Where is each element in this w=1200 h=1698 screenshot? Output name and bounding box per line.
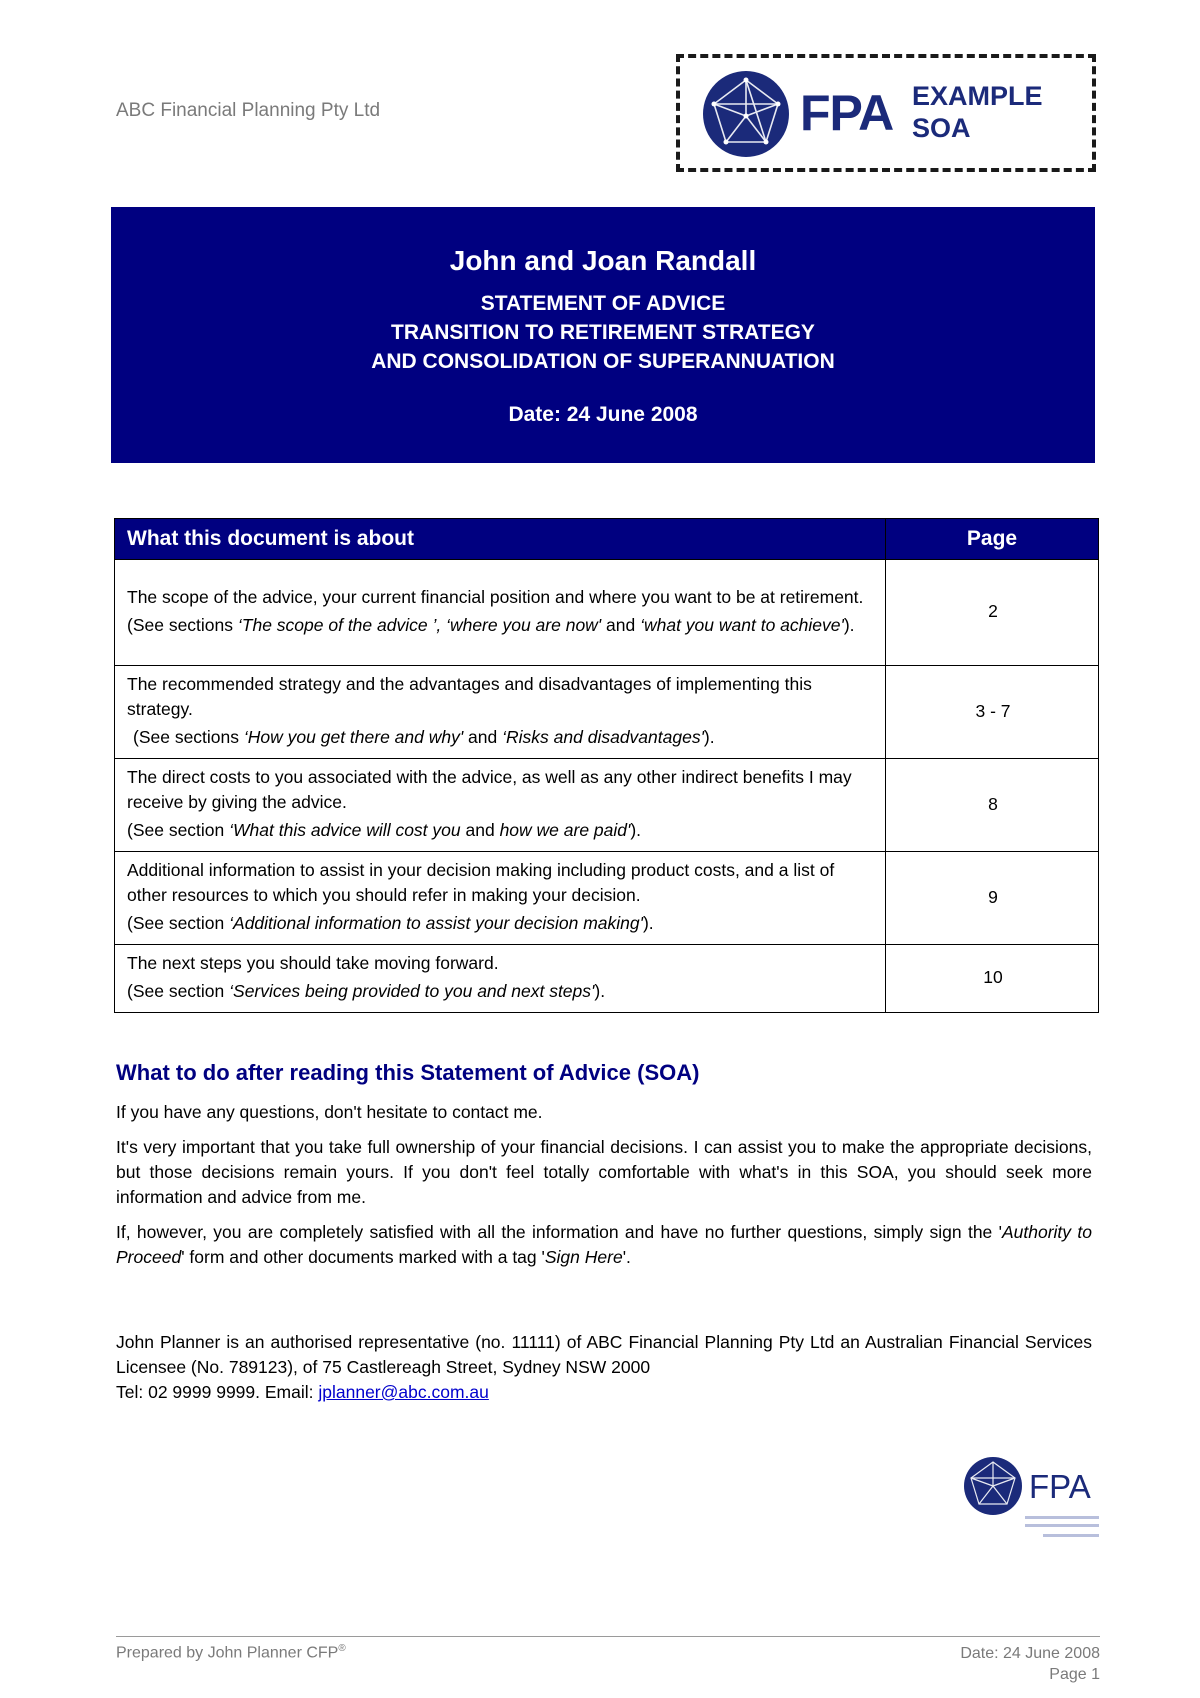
row-page: 9 — [886, 852, 1099, 945]
row-page: 8 — [886, 759, 1099, 852]
banner-line-2: TRANSITION TO RETIREMENT STRATEGY — [391, 321, 815, 344]
row-text: The direct costs to you associated with the advice, as well as any other indirect benefits I may receive by giving the advice. — [127, 767, 852, 812]
row-see-reference: (See section ‘Additional information to assist your decision making'). — [127, 913, 654, 933]
row-page: 10 — [886, 945, 1099, 1013]
fpa-logo-text: FPA — [800, 85, 894, 141]
fpa-footer-logo-text: FPA — [1029, 1468, 1091, 1505]
banner-line-1: STATEMENT OF ADVICE — [480, 292, 726, 315]
client-names: John and Joan Randall — [449, 245, 757, 276]
contents-topic-header: What this document is about — [115, 519, 886, 560]
contents-table — [114, 518, 1099, 1013]
table-row — [115, 759, 1099, 852]
table-row — [115, 852, 1099, 945]
table-row — [115, 560, 1099, 666]
table-row — [115, 945, 1099, 1013]
row-see-reference: (See section ‘Services being provided to you and next steps'). — [127, 981, 606, 1001]
page-number: Page 1 — [1049, 1666, 1100, 1683]
representative-statement: John Planner is an authorised representative (no. 11111) of ABC Financial Planning Pty Ltd an Australian Financial Services Licensee (No. 789123), of 75 Castlereagh Street, Sydney NSW 2000 — [116, 1332, 1092, 1377]
row-page: 3 - 7 — [886, 666, 1099, 759]
example-soa-stamp — [676, 54, 1096, 172]
row-text: The recommended strategy and the advantages and disadvantages of implementing this strategy. — [127, 674, 812, 719]
example-soa-label — [912, 80, 1043, 144]
representative-info — [116, 1330, 1092, 1405]
row-see-reference: (See sections ‘How you get there and why' and ‘Risks and disadvantages'). — [133, 727, 715, 747]
row-page: 2 — [886, 560, 1099, 666]
after-reading-heading: What to do after reading this Statement of Advice (SOA) — [116, 1060, 700, 1085]
banner-line-3: AND CONSOLIDATION OF SUPERANNUATION — [371, 350, 835, 373]
email-link[interactable]: jplanner@abc.com.au — [318, 1382, 489, 1402]
after-reading-p2: It's very important that you take full ownership of your financial decisions. I can assist you to make the appropriate decisions, but those decisions remain yours. If you don't feel totally comfortable with what's in this SOA, you should seek more information and advice from me. — [116, 1137, 1092, 1207]
after-reading-p3: If, however, you are completely satisfied with all the information and have no further questions, simply sign the 'Authority to Proceed' form and other documents marked with a tag 'Sign Here'. — [116, 1222, 1092, 1267]
example-label: EXAMPLE — [912, 81, 1043, 111]
contents-page-header: Page — [886, 519, 1099, 560]
row-description — [115, 759, 886, 852]
row-description — [115, 560, 886, 666]
row-text: The next steps you should take moving forward. — [127, 953, 499, 973]
contact-line: Tel: 02 9999 9999. Email: jplanner@abc.com.au — [116, 1382, 489, 1402]
row-see-reference: (See section ‘What this advice will cost you and how we are paid'). — [127, 820, 642, 840]
after-reading-p1: If you have any questions, don't hesitate to contact me. — [116, 1102, 543, 1122]
fpa-globe-icon — [702, 70, 790, 158]
footer-date-page — [960, 1643, 1100, 1685]
row-text: Additional information to assist in your decision making including product costs, and a list of other resources to which you should refer in making your decision. — [127, 860, 835, 905]
banner-date: Date: 24 June 2008 — [508, 403, 698, 426]
row-description — [115, 945, 886, 1013]
table-row — [115, 666, 1099, 759]
prepared-by: Prepared by John Planner CFP® — [116, 1643, 346, 1662]
footer-date: Date: 24 June 2008 — [960, 1645, 1100, 1662]
row-see-reference: (See sections ‘The scope of the advice ’, ‘where you are now' and ‘what you want to achieve'). — [127, 615, 855, 635]
row-text: The scope of the advice, your current financial position and where you want to be at retirement. — [127, 587, 864, 607]
title-banner — [111, 207, 1095, 463]
soa-label: SOA — [912, 113, 971, 143]
row-description — [115, 852, 886, 945]
company-name: ABC Financial Planning Pty Ltd — [116, 100, 381, 121]
fpa-footer-logo — [963, 1454, 1103, 1544]
footer-divider — [116, 1636, 1100, 1637]
contents-header-row — [115, 519, 1099, 560]
row-description — [115, 666, 886, 759]
after-reading-section — [116, 1060, 1092, 1270]
